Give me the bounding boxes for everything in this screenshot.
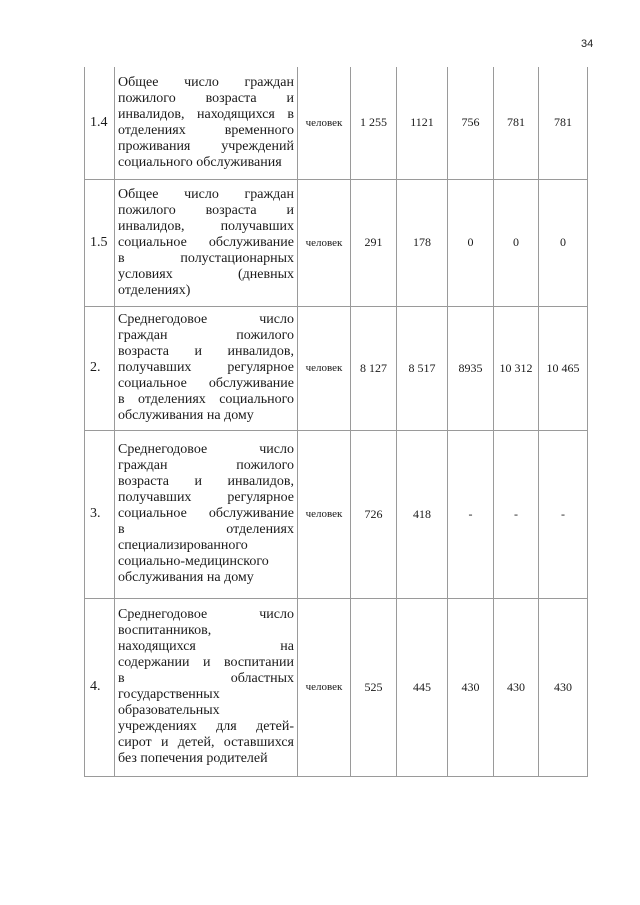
description-line: находящихся на [118,639,294,654]
description-line: Среднегодовое число [118,312,294,327]
value-cell: 291 [351,179,397,306]
row-number-cell: 2. [85,306,115,430]
value-cell: 0 [494,179,539,306]
row-number-cell: 3. [85,430,115,598]
description-line: Общее число граждан [118,74,294,90]
description-line: сирот и детей, оставшихся [118,735,294,750]
page-number: 34 [581,38,594,50]
description-line: пожилого возраста и [118,202,294,218]
description-line: в областных [118,671,294,686]
value-cell: 0 [539,179,588,306]
value-cell: 781 [494,67,539,179]
description-line: образовательных [118,703,220,718]
value-cell: - [448,430,494,598]
description-line: возраста и инвалидов, [118,344,294,359]
description-line: инвалидов, находящихся в [118,106,294,122]
value-cell: 726 [351,430,397,598]
value-cell: 178 [397,179,448,306]
description-line: отделениях) [118,282,191,298]
unit-cell: человек [298,67,351,179]
description-line: социальное обслуживание [118,234,294,250]
description-line: социального обслуживания [118,154,282,170]
description-cell [115,67,298,179]
description-cell [115,430,298,598]
row-number-cell: 1.5 [85,179,115,306]
value-cell: 781 [539,67,588,179]
description-cell [115,306,298,430]
table-row [85,67,588,179]
description-line: пожилого возраста и [118,90,294,106]
description-line: воспитанников, [118,623,212,638]
description-line: Среднегодовое число [118,442,294,457]
unit-cell: человек [298,306,351,430]
description-line: учреждениях для детей- [118,719,294,734]
description-line: в полустационарных [118,250,294,266]
value-cell: 8935 [448,306,494,430]
unit-cell: человек [298,598,351,776]
row-number-cell: 4. [85,598,115,776]
value-cell: 445 [397,598,448,776]
value-cell: 1121 [397,67,448,179]
unit-cell: человек [298,179,351,306]
description-line: в отделениях социального [118,392,294,407]
value-cell: 8 127 [351,306,397,430]
description-line: без попечения родителей [118,751,268,766]
description-line: социальное обслуживание [118,506,294,521]
value-cell: 0 [448,179,494,306]
description-line: отделениях временного [118,122,294,138]
value-cell: - [539,430,588,598]
value-cell: 756 [448,67,494,179]
value-cell: 525 [351,598,397,776]
description-line: возраста и инвалидов, [118,474,294,489]
table-body [85,67,588,776]
value-cell: 8 517 [397,306,448,430]
description-line: граждан пожилого [118,328,294,343]
description-cell [115,598,298,776]
description-line: содержании и воспитании [118,655,294,670]
value-cell: 430 [494,598,539,776]
description-line: получавших регулярное [118,490,294,505]
value-cell: 1 255 [351,67,397,179]
statistics-table [84,67,588,777]
table-row [85,598,588,776]
value-cell: 430 [539,598,588,776]
value-cell: - [494,430,539,598]
description-line: обслуживания на дому [118,408,254,423]
value-cell: 430 [448,598,494,776]
description-line: социально-медицинского [118,554,269,569]
description-line: в отделениях [118,522,294,537]
unit-cell: человек [298,430,351,598]
description-cell [115,179,298,306]
row-number-cell: 1.4 [85,67,115,179]
table-row [85,430,588,598]
description-line: специализированного [118,538,248,553]
description-line: обслуживания на дому [118,570,254,585]
description-line: инвалидов, получавших [118,218,294,234]
description-line: Общее число граждан [118,186,294,202]
table-row [85,179,588,306]
description-line: государственных [118,687,220,702]
value-cell: 418 [397,430,448,598]
description-line: проживания учреждений [118,138,294,154]
value-cell: 10 465 [539,306,588,430]
value-cell: 10 312 [494,306,539,430]
description-line: социальное обслуживание [118,376,294,391]
table-row [85,306,588,430]
description-line: получавших регулярное [118,360,294,375]
description-line: граждан пожилого [118,458,294,473]
description-line: условиях (дневных [118,266,294,282]
description-line: Среднегодовое число [118,607,294,622]
